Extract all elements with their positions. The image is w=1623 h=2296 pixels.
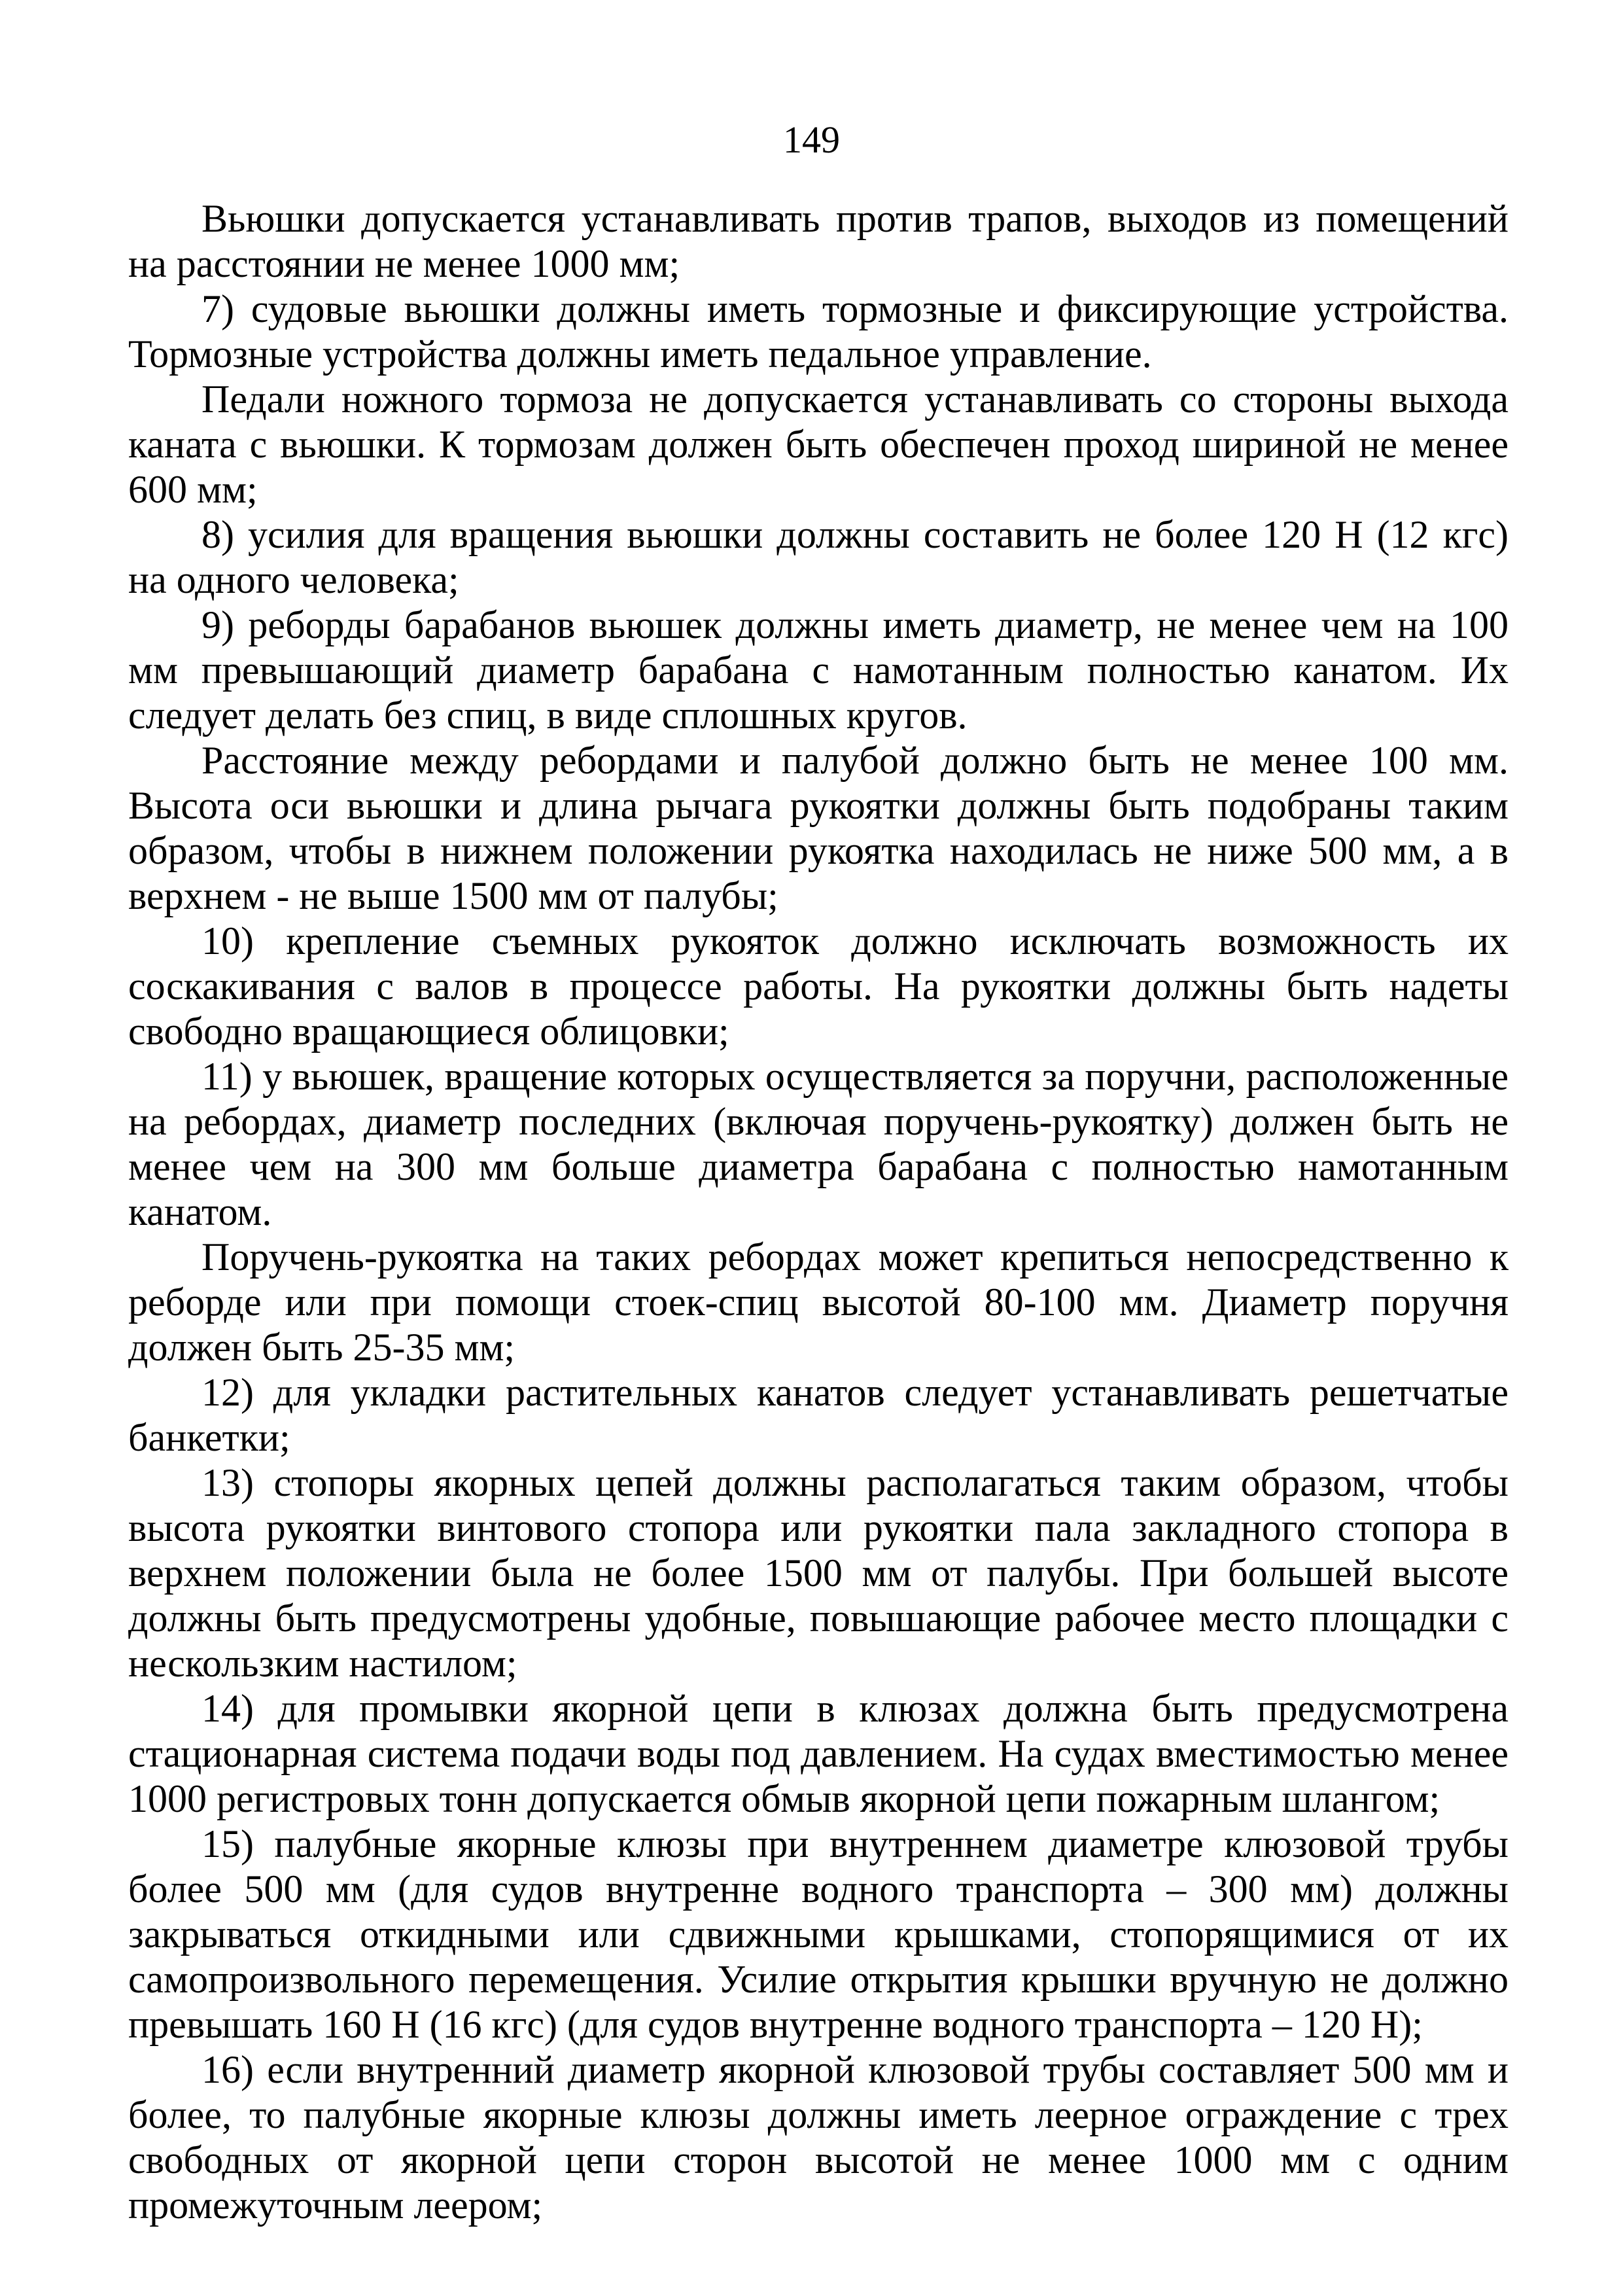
paragraph: 15) палубные якорные клюзы при внутреннем диаметре клюзовой трубы более 500 мм (для судов внутренне водного транспорта – 300 мм) должны закрываться откидными или сдвижными крышками, стопорящимися от их самопроизвольного перемещения. Усилие открытия крышки вручную не должно превышать 160 Н (16 кгс) (для судов внутренне водного транспорта – 120 Н); [128,1822,1509,2046]
paragraph: 8) усилия для вращения вьюшки должны составить не более 120 Н (12 кгс) на одного человека; [128,513,1509,601]
paragraph: 14) для промывки якорной цепи в клюзах должна быть предусмотрена стационарная система подачи воды под давлением. На судах вместимостью менее 1000 регистровых тонн допускается обмыв якорной цепи пожарным шлангом; [128,1687,1509,1820]
page-number: 149 [783,118,840,161]
paragraph: 9) реборды барабанов вьюшек должны иметь диаметр, не менее чем на 100 мм превышающий диаметр барабана с намотанным полностью канатом. Их следует делать без спиц, в виде сплошных кругов. [128,603,1509,737]
paragraph: Поручень-рукоятка на таких ребордах может крепиться непосредственно к реборде или при помощи стоек-спиц высотой 80-100 мм. Диаметр поручня должен быть 25-35 мм; [128,1235,1509,1369]
paragraph: 12) для укладки растительных канатов следует устанавливать решетчатые банкетки; [128,1371,1509,1459]
paragraph: 11) у вьюшек, вращение которых осуществляется за поручни, расположенные на ребордах, диаметр последних (включая поручень-рукоятку) должен быть не менее чем на 300 мм больше диаметра барабана с полностью намотанным канатом. [128,1055,1509,1233]
paragraph: 13) стопоры якорных цепей должны располагаться таким образом, чтобы высота рукоятки винтового стопора или рукоятки пала закладного стопора в верхнем положении была не более 1500 мм от палубы. При большей высоте должны быть предусмотрены удобные, повышающие рабочее место площадки с нескользким настилом; [128,1461,1509,1685]
paragraph: Расстояние между ребордами и палубой должно быть не менее 100 мм. Высота оси вьюшки и длина рычага рукоятки должны быть подобраны таким образом, чтобы в нижнем положении рукоятка находилась не ниже 500 мм, а в верхнем - не выше 1500 мм от палубы; [128,739,1509,917]
paragraph: Вьюшки допускается устанавливать против трапов, выходов из помещений на расстоянии не менее 1000 мм; [128,197,1509,285]
paragraph: 10) крепление съемных рукояток должно исключать возможность их соскакивания с валов в процессе работы. На рукоятки должны быть надеты свободно вращающиеся облицовки; [128,919,1509,1053]
document-body [128,196,1509,2228]
paragraph: 7) судовые вьюшки должны иметь тормозные и фиксирующие устройства. Тормозные устройства должны иметь педальное управление. [128,287,1509,376]
paragraph: 16) если внутренний диаметр якорной клюзовой трубы составляет 500 мм и более, то палубные якорные клюзы должны иметь леерное ограждение с трех свободных от якорной цепи сторон высотой не менее 1000 мм с одним промежуточным леером; [128,2048,1509,2227]
paragraph: Педали ножного тормоза не допускается устанавливать со стороны выхода каната с вьюшки. К тормозам должен быть обеспечен проход шириной не менее 600 мм; [128,378,1509,511]
